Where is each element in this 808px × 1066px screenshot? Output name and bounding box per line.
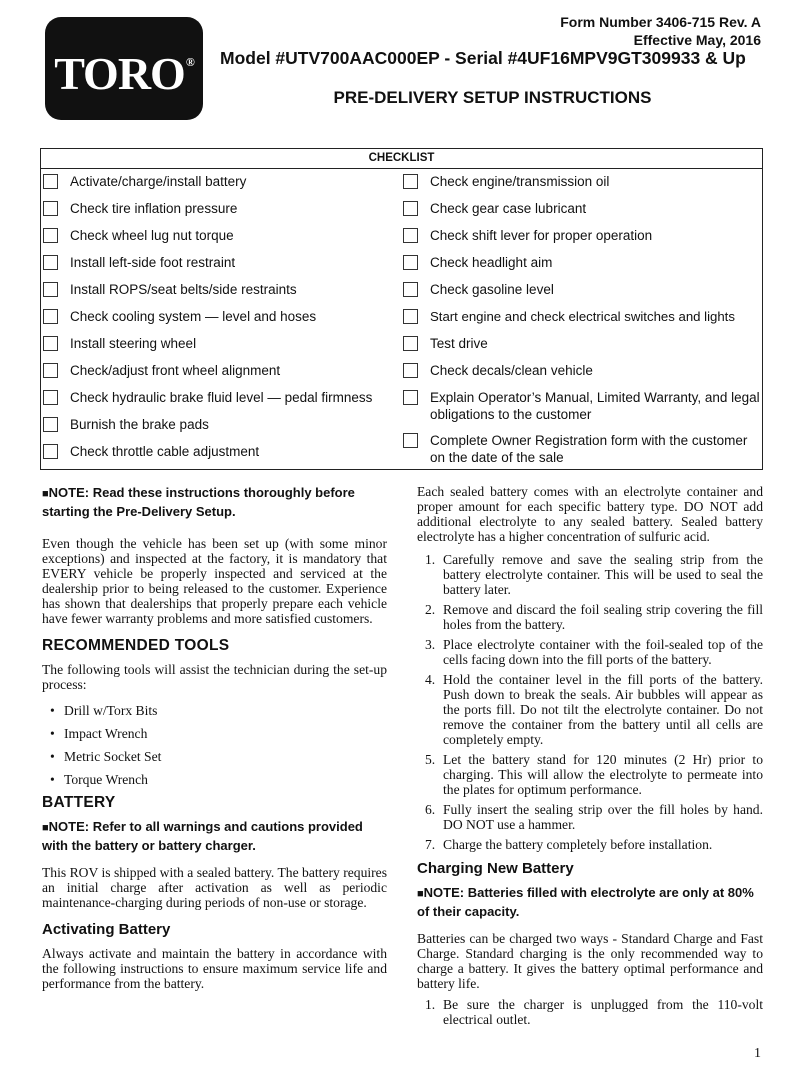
activating-paragraph: Always activate and maintain the battery in accordance with the following instructions to ensure maximum service life and performance from the battery. [42, 946, 387, 991]
page-number: 1 [754, 1046, 761, 1061]
checkbox[interactable] [403, 363, 418, 378]
checkbox[interactable] [403, 282, 418, 297]
checkbox[interactable] [43, 228, 58, 243]
checkbox[interactable] [403, 255, 418, 270]
list-item: 3. Place electrolyte container with the foil-sealed top of the cells facing down into the fill ports of the battery. [425, 637, 763, 667]
checkbox[interactable] [403, 336, 418, 351]
charging-steps [417, 997, 763, 1027]
activating-battery-heading: Activating Battery [42, 921, 171, 938]
list-item: 7. Charge the battery completely before installation. [425, 837, 713, 852]
page-title: PRE-DELIVERY SETUP INSTRUCTIONS [333, 88, 652, 107]
note-warnings: ■NOTE: Refer to all warnings and cautions provided with the battery or battery charger. [42, 819, 363, 853]
form-number: Form Number 3406-715 Rev. A [560, 14, 761, 30]
checkbox[interactable] [43, 336, 58, 351]
note-read-instructions: ■NOTE: Read these instructions thoroughly before starting the Pre-Delivery Setup. [42, 485, 355, 519]
list-item: • Metric Socket Set [42, 749, 387, 764]
battery-paragraph: This ROV is shipped with a sealed battery. The battery requires an initial charge after activation as well as periodic maintenance-charging during periods of non-use or storage. [42, 865, 387, 910]
checkbox[interactable] [403, 309, 418, 324]
list-item: 5. Let the battery stand for 120 minutes (2 Hr) prior to charging. This will allow the electrolyte to permeate into the plates for optimum performance. [425, 752, 763, 797]
activation-steps [417, 552, 763, 852]
checkbox[interactable] [403, 433, 418, 448]
charging-paragraph: Batteries can be charged two ways - Standard Charge and Fast Charge. Standard charging is the only recommended way to charge a battery. It gives the battery optimal performance and battery life. [417, 931, 763, 991]
checkbox[interactable] [43, 309, 58, 324]
checkbox[interactable] [43, 174, 58, 189]
list-item: 6. Fully insert the sealing strip over the fill holes by hand. DO NOT use a hammer. [425, 802, 763, 832]
checkbox[interactable] [43, 201, 58, 216]
battery-heading: BATTERY [42, 794, 116, 811]
effective-date: Effective May, 2016 [633, 32, 761, 48]
checkbox[interactable] [403, 174, 418, 189]
list-item: 2. Remove and discard the foil sealing strip covering the fill holes from the battery. [425, 602, 763, 632]
model-serial: Model #UTV700AAC000EP - Serial #4UF16MPV9GT309933 & Up [220, 48, 746, 68]
checkbox[interactable] [43, 282, 58, 297]
note-capacity: ■NOTE: Batteries filled with electrolyte are only at 80% of their capacity. [417, 885, 754, 919]
left-column [42, 484, 387, 991]
checklist-header: CHECKLIST [41, 149, 762, 169]
right-column [417, 484, 763, 1032]
checkbox[interactable] [403, 228, 418, 243]
list-item: 1. Be sure the charger is unplugged from the 110-volt electrical outlet. [425, 997, 763, 1027]
checkbox[interactable] [403, 390, 418, 405]
toro-logo [45, 17, 203, 120]
checkbox[interactable] [43, 444, 58, 459]
electrolyte-paragraph: Each sealed battery comes with an electrolyte container and proper amount for each specific battery type. DO NOT add additional electrolyte to any sealed battery. Sealed battery electrolyte has a higher concentration of sulfuric acid. [417, 484, 763, 544]
list-item: • Impact Wrench [42, 726, 387, 741]
list-item: • Drill w/Torx Bits [42, 703, 387, 718]
logo-text: TORO® [54, 48, 194, 99]
checkbox[interactable] [43, 390, 58, 405]
checkbox[interactable] [403, 201, 418, 216]
intro-paragraph: Even though the vehicle has been set up (with some minor exceptions) and inspected at the factory, it is mandatory that EVERY vehicle be properly inspected and serviced at the dealership prior to being released to the customer. Experience has shown that dealerships that properly prepare each vehicle have fewer warranty problems and more satisfied customers. [42, 536, 387, 626]
checkbox[interactable] [43, 363, 58, 378]
checklist-table: CHECKLIST Activate/charge/install battery Check tire inflation pressure Check wheel lug nut torque Install left-side foot restraint Install ROPS/seat belts/side restraints Check cooling system — level and hoses Install steering wheel Check/adjust front wheel alignment Check hydraulic brake fluid level — pedal firmness Burnish the brake pads Check throttle cable adjustment Check engine/transmission oil Check gear case lubricant Check shift lever for proper operation Check headlight aim Check gasoline level Start engine and check electrical switches and lights Test drive Check decals/clean vehicle Explain Operator’s Manual, Limited Warranty, and legal obligations to the customer Complete Owner Registration form with the customer on the date of the sale [40, 148, 763, 470]
checkbox[interactable] [43, 417, 58, 432]
list-item: 4. Hold the container level in the fill ports of the battery. Push down to break the seals. Air bubbles will appear as the ports fill. Do not tilt the electrolyte container. Do not remove the container from the battery until all cells are completely empty. [425, 672, 763, 747]
checkbox[interactable] [43, 255, 58, 270]
list-item: 1. Carefully remove and save the sealing strip from the battery electrolyte container. This will be used to seal the battery later. [425, 552, 763, 597]
charging-battery-heading: Charging New Battery [417, 860, 574, 877]
recommended-tools-heading: RECOMMENDED TOOLS [42, 637, 230, 654]
list-item: • Torque Wrench [42, 772, 387, 787]
tools-intro: The following tools will assist the technician during the set-up process: [42, 662, 387, 692]
tools-list [42, 703, 387, 787]
